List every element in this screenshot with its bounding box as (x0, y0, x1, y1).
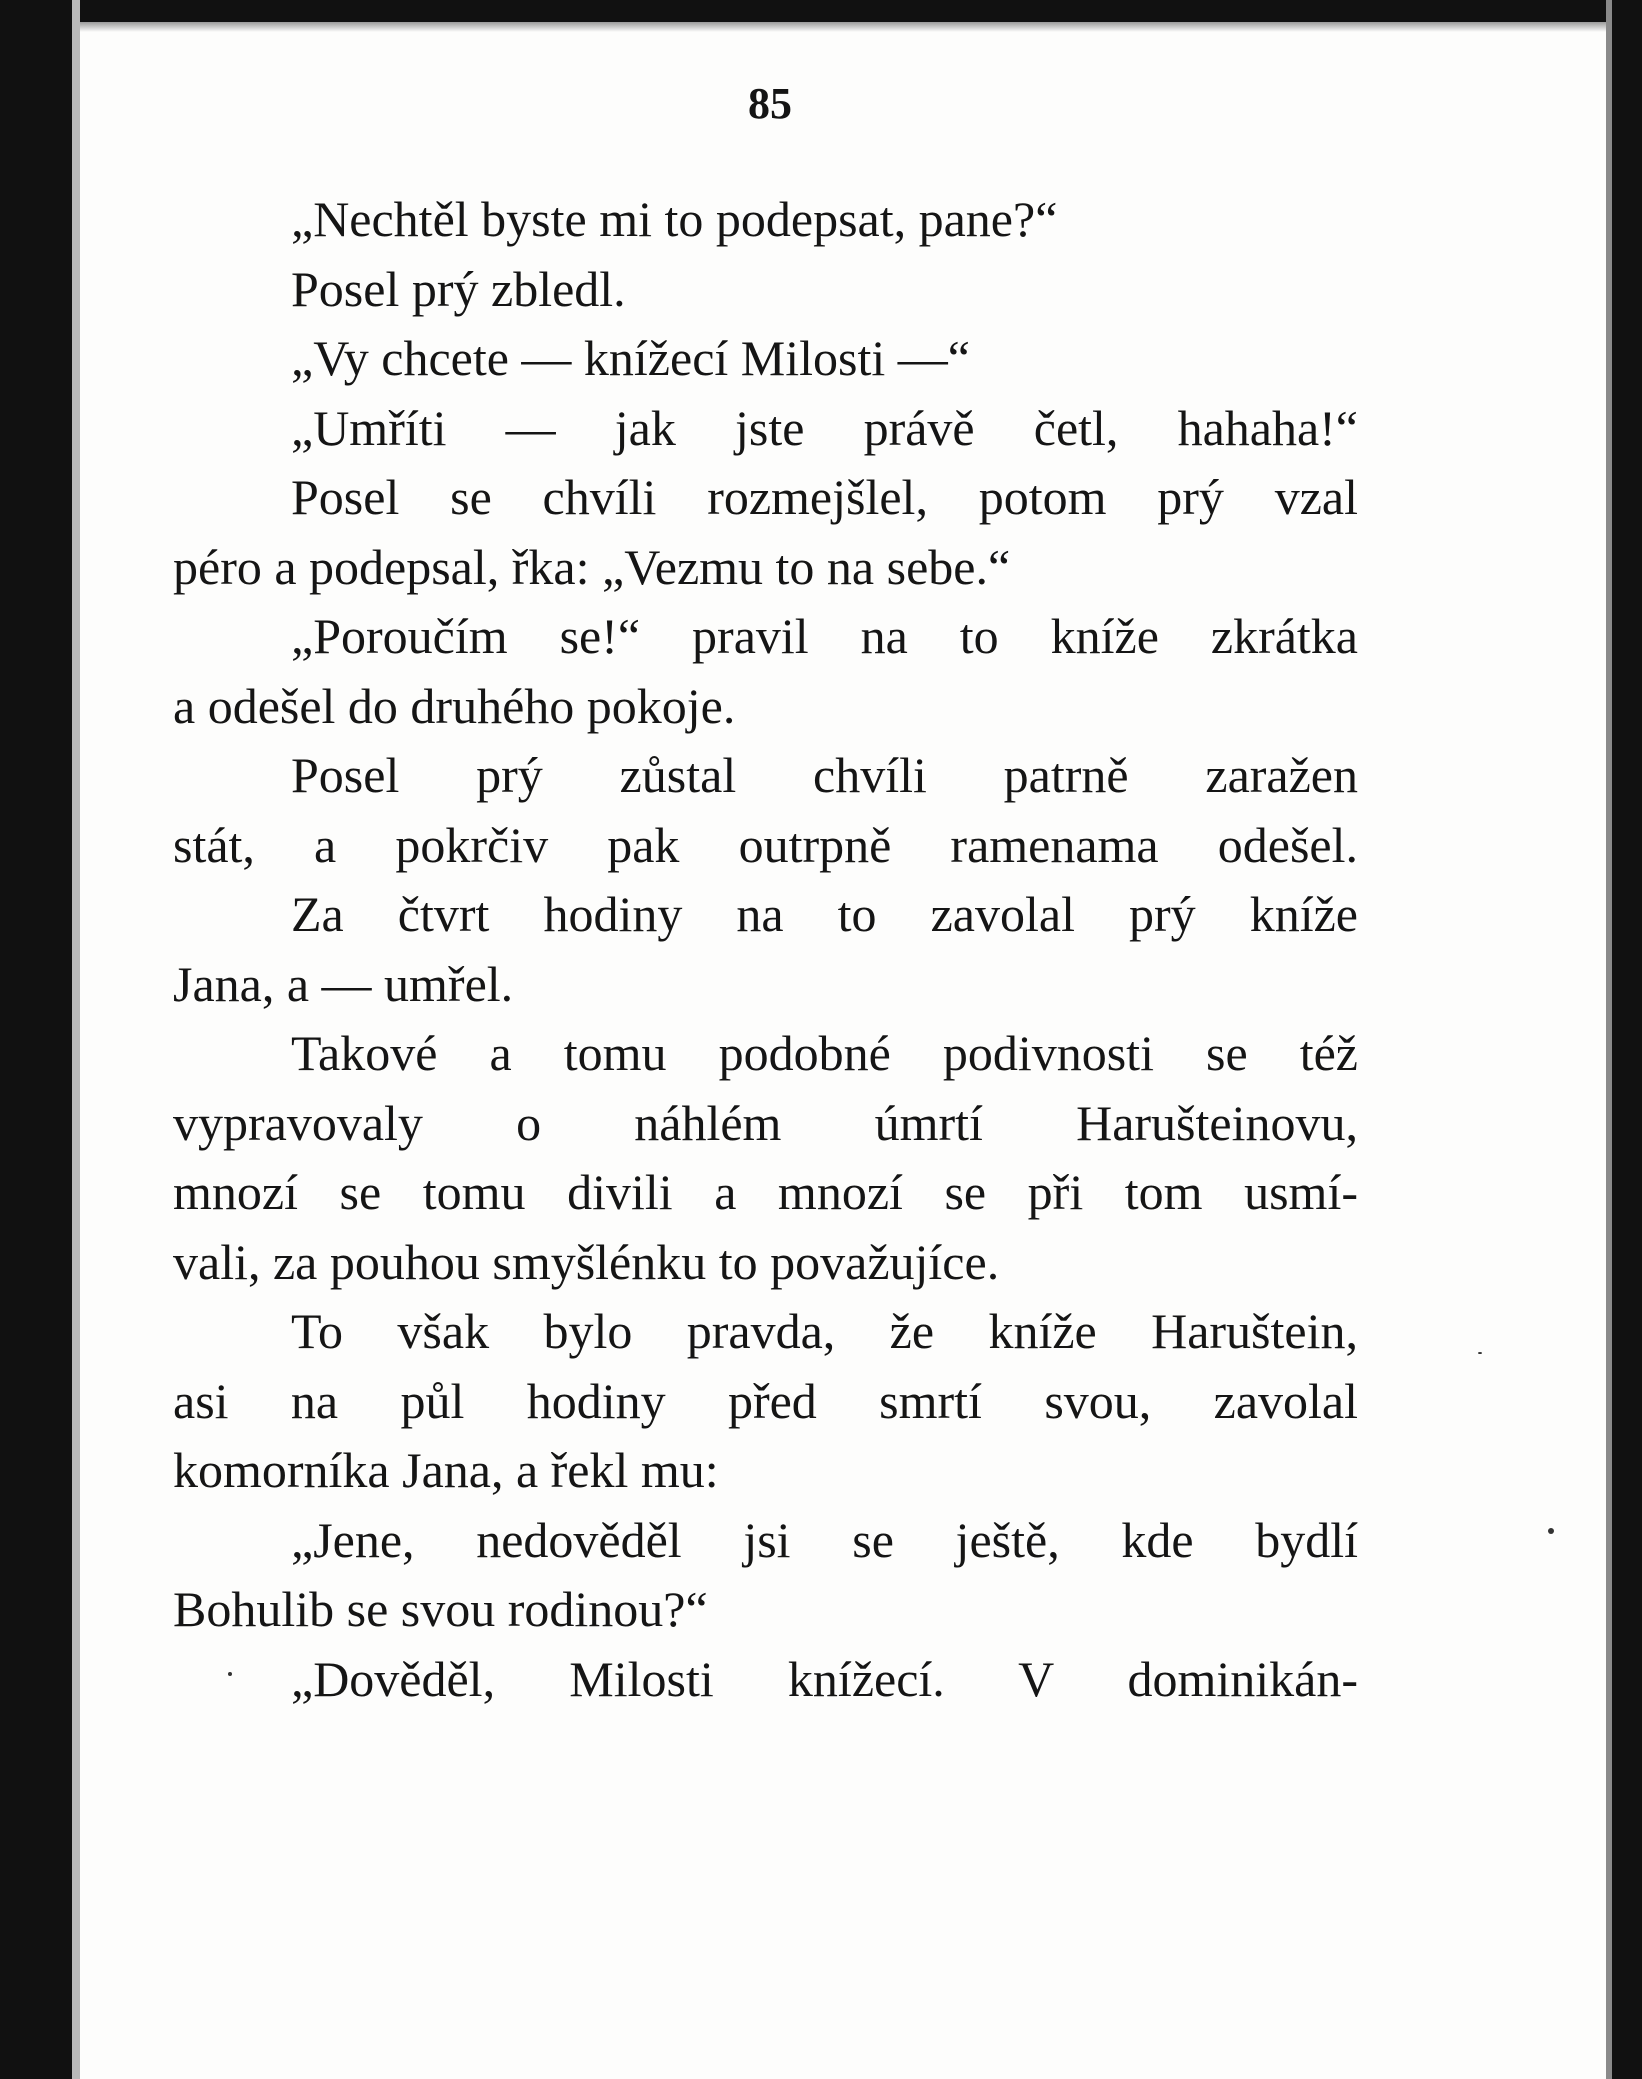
text-line: a odešel do druhého pokoje. (173, 677, 736, 734)
text-line: vypravovaly o náhlém úmrtí Harušteinovu, (173, 1094, 1358, 1151)
text-line: „Dověděl, Milosti knížecí. V dominikán- (291, 1650, 1358, 1707)
text-line: To však bylo pravda, že kníže Haruštein, (291, 1303, 1358, 1359)
text-line: Za čtvrt hodiny na to zavolal prý kníže (291, 886, 1358, 942)
text-line: „Jene, nedověděl jsi se ještě, kde bydlí (291, 1511, 1358, 1568)
scan-speck (1548, 1528, 1554, 1534)
text-line: vali, za pouhou smyšlénku to považujíce. (173, 1233, 1000, 1290)
scan-binding-shadow (72, 0, 80, 2079)
text-line: Bohulib se svou rodinou?“ (173, 1581, 708, 1637)
scan-border-right (1612, 0, 1642, 2079)
text-line: komorníka Jana, a řekl mu: (173, 1442, 719, 1498)
text-line: „Umříti — jak jste právě četl, hahaha!“ (291, 399, 1358, 456)
scan-border-left (0, 0, 72, 2079)
text-line: Posel prý zůstal chvíli patrně zaražen (291, 747, 1358, 803)
text-line: Posel prý zbledl. (291, 260, 626, 317)
text-line: Jana, a — umřel. (173, 955, 514, 1012)
scan-edge-shadow (1606, 0, 1612, 2079)
scan-shadow-top (80, 22, 1642, 32)
text-line: mnozí se tomu divili a mnozí se při tom usmí- (173, 1164, 1358, 1220)
text-line: „Poroučím se!“ pravil na to kníže zkrátka (291, 608, 1358, 664)
scan-speck (228, 1672, 232, 1676)
text-line: Takové a tomu podobné podivnosti se též (291, 1025, 1358, 1081)
text-line: stát, a pokrčiv pak outrpně ramenama odešel. (173, 816, 1358, 873)
scan-speck (1478, 1352, 1482, 1354)
text-line: „Nechtěl byste mi to podepsat, pane?“ (291, 191, 1058, 247)
text-line: „Vy chcete — knížecí Milosti —“ (291, 330, 970, 386)
body-text (173, 185, 1358, 1714)
text-line: asi na půl hodiny před smrtí svou, zavolal (173, 1372, 1358, 1429)
text-line: péro a podepsal, řka: „Vezmu to na sebe.“ (173, 538, 1011, 595)
text-line: Posel se chvíli rozmejšlel, potom prý vzal (291, 469, 1358, 525)
scan-border-top (0, 0, 1642, 22)
page-number: 85 (748, 79, 792, 128)
